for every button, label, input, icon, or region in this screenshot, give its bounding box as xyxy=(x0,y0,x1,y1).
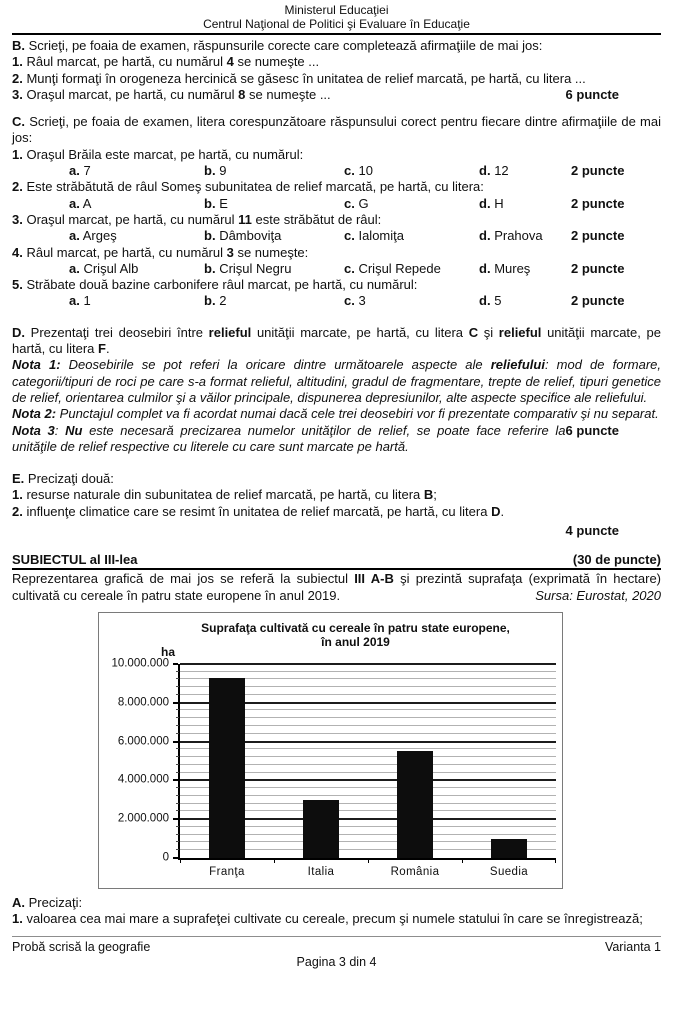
y-axis-unit-label: ha xyxy=(161,644,176,659)
points-badge: 2 puncte xyxy=(571,228,625,244)
y-axis-minor-tick xyxy=(176,772,179,773)
section-c xyxy=(12,114,661,310)
chart-bar xyxy=(209,678,245,858)
section-c-label: C. xyxy=(12,114,25,130)
section-b-points: 6 puncte xyxy=(565,86,619,102)
section-c-options-4: a. Crişul Alb b. Crişul Negru c. Crişul Repede d. Mureş 2 puncte xyxy=(12,261,661,277)
y-axis-minor-tick xyxy=(176,841,179,842)
footer-variant: Varianta 1 xyxy=(604,939,661,954)
center-title: Centrul Naţional de Politici şi Evaluare în Educaţie xyxy=(203,16,470,31)
section-d xyxy=(12,325,661,455)
section-e-item-1: 1. resurse naturale din subunitatea de relief marcată, pe hartă, cu litera B; xyxy=(12,487,437,503)
y-axis-minor-tick xyxy=(176,686,179,687)
section-d-nota-1: Nota 1: Deosebirile se pot referi la oricare dintre următoarele aspecte ale reliefului: mod de formare, categorii/tipuri de roci pe care s-a format relieful, altitudini, gradul de fragmentare, trepte de relief, tipuri genetice de relief, orientarea culmilor şi a văilor principale, dispunerea depresiunilor, alte aspecte specifice ale reliefului. xyxy=(12,357,662,405)
points-badge: 2 puncte xyxy=(571,293,625,309)
x-axis-tick xyxy=(274,858,275,863)
section-e-points: 4 puncte xyxy=(565,523,619,539)
section-e-item-2: 2. influenţe climatice care se resimt în unitatea de relief marcată, pe hartă, cu litera D. xyxy=(12,503,505,519)
footer-exam-type: Probă scrisă la geografie xyxy=(12,939,151,954)
section-c-intro: C. Scrieţi, pe foaia de examen, litera corespunzătoare răspunsului corect pentru fiecare dintre afirmaţiile de mai jos: xyxy=(12,114,661,146)
minor-gridline xyxy=(180,671,556,672)
points-badge: 2 puncte xyxy=(571,163,625,179)
section-d-statement: D. Prezentaţi trei deosebiri între relieful unităţii marcate, pe hartă, cu litera C şi relieful unităţii marcate, pe hartă, cu litera F. xyxy=(12,324,662,357)
section-d-nota-2: Nota 2: Punctajul complet va fi acordat numai dacă cele trei deosebiri vor fi prezentate comparativ şi nu separat. xyxy=(12,406,659,422)
document-header xyxy=(12,0,661,35)
subject-3-heading xyxy=(12,552,661,570)
y-axis-major-tick xyxy=(173,663,178,665)
x-axis-tick xyxy=(462,858,463,863)
section-c-options-5: a. 1 b. 2 c. 3 d. 5 2 puncte xyxy=(12,293,661,309)
y-tick-label: 6.000.000 xyxy=(117,735,169,748)
y-axis-labels xyxy=(99,657,169,864)
section-a-label: A. xyxy=(12,894,25,910)
chart-bar xyxy=(303,800,339,858)
section-c-item-4: 4. Râul marcat, pe hartă, cu numărul 3 se numeşte: xyxy=(12,244,309,260)
y-axis-minor-tick xyxy=(176,803,179,804)
page-footer xyxy=(12,936,661,970)
section-c-options-2: a. A b. E c. G d. H 2 puncte xyxy=(12,196,661,212)
y-axis-minor-tick xyxy=(176,849,179,850)
chart-title: Suprafaţa cultivată cu cereale în patru state europene, în anul 2019 xyxy=(201,620,510,649)
y-axis-major-tick xyxy=(173,818,178,820)
section-d-label: D. xyxy=(12,324,25,340)
chart-bar xyxy=(397,751,433,858)
y-axis-minor-tick xyxy=(176,810,179,811)
y-tick-label: 10.000.000 xyxy=(111,657,169,670)
section-c-options-1: a. 7 b. 9 c. 10 d. 12 2 puncte xyxy=(12,163,661,179)
x-axis-tick xyxy=(180,858,181,863)
section-e-label: E. xyxy=(12,471,25,487)
section-e-intro: E. Precizaţi două: xyxy=(12,471,114,487)
y-axis-major-tick xyxy=(173,702,178,704)
section-b-item-2: 2. Munţi formaţi în orogeneza hercinică se găsesc în unitatea de relief marcată, pe hartă, cu litera ... xyxy=(12,70,586,86)
section-c-options-3: a. Argeş b. Dâmboviţa c. Ialomiţa d. Prahova 2 puncte xyxy=(12,228,661,244)
section-c-item-2: 2. Este străbătută de râul Someş subunitatea de relief marcată, pe hartă, cu litera: xyxy=(12,179,484,195)
section-c-item-1: 1. Oraşul Brăila este marcat, pe hartă, cu numărul: xyxy=(12,146,304,162)
points-badge: 2 puncte xyxy=(571,260,625,276)
x-tick-label: Suedia xyxy=(489,865,529,878)
section-b-label: B. xyxy=(12,38,25,53)
y-axis-minor-tick xyxy=(176,748,179,749)
bar-chart xyxy=(98,612,563,889)
x-tick-label: Italia xyxy=(307,865,335,878)
section-e xyxy=(12,471,661,539)
x-axis-tick xyxy=(368,858,369,863)
x-tick-label: Franţa xyxy=(209,865,245,878)
y-axis-minor-tick xyxy=(176,826,179,827)
subject-3-points: (30 de puncte) xyxy=(572,552,661,568)
y-axis-minor-tick xyxy=(176,709,179,710)
section-b xyxy=(12,38,661,103)
y-axis-minor-tick xyxy=(176,787,179,788)
x-tick-label: România xyxy=(390,865,440,878)
y-tick-label: 4.000.000 xyxy=(117,773,169,786)
y-axis-minor-tick xyxy=(176,834,179,835)
y-tick-label: 2.000.000 xyxy=(117,812,169,825)
section-a xyxy=(12,895,661,928)
section-a-intro: A. Precizaţi: xyxy=(12,894,83,910)
section-b-item-1: 1. Râul marcat, pe hartă, cu numărul 4 se numeşte ... xyxy=(12,54,320,70)
y-axis-minor-tick xyxy=(176,795,179,796)
section-d-points: 6 puncte xyxy=(565,422,619,438)
y-axis-major-tick xyxy=(173,857,178,859)
y-axis-minor-tick xyxy=(176,725,179,726)
source-note: Sursa: Eurostat, 2020 xyxy=(535,587,661,603)
y-axis-minor-tick xyxy=(176,733,179,734)
major-gridline xyxy=(180,663,556,665)
y-axis-major-tick xyxy=(173,741,178,743)
y-axis-major-tick xyxy=(173,779,178,781)
y-tick-label: 0 xyxy=(162,851,169,864)
y-axis-minor-tick xyxy=(176,717,179,718)
ministry-title: Ministerul Educaţiei xyxy=(284,3,389,17)
points-badge: 2 puncte xyxy=(571,195,625,211)
subject-3-title: SUBIECTUL al III-lea xyxy=(12,552,138,568)
y-axis-minor-tick xyxy=(176,764,179,765)
y-axis-minor-tick xyxy=(176,694,179,695)
y-axis-minor-tick xyxy=(176,678,179,679)
section-c-item-5: 5. Străbate două bazine carbonifere râul marcat, pe hartă, cu numărul: xyxy=(12,277,418,293)
chart-plot xyxy=(178,664,556,878)
x-axis-tick xyxy=(555,858,556,863)
subject-3-paragraph: Reprezentarea grafică de mai jos se referă la subiectul III A-B şi prezintă suprafaţa (exprimată în hectare) cultivată cu cereale în patru state europene în anul 2019. Sursa: Eurostat, 2020 xyxy=(12,571,661,603)
y-axis-minor-tick xyxy=(176,756,179,757)
y-tick-label: 8.000.000 xyxy=(117,696,169,709)
y-axis-minor-tick xyxy=(176,671,179,672)
section-b-item-3: 6 puncte 3. Oraşul marcat, pe hartă, cu numărul 8 se numeşte ... xyxy=(12,86,619,102)
chart-bar xyxy=(491,839,527,858)
section-a-item-1: 1. valoarea cea mai mare a suprafeţei cultivate cu cereale, precum şi numele statului în care se înregistrează; xyxy=(12,911,643,927)
section-b-intro: B. Scrieţi, pe foaia de examen, răspunsurile corecte care completează afirmaţiile de mai jos: xyxy=(12,38,543,53)
section-d-nota-3: 6 puncte Nota 3: Nu este necesară precizarea numelor unităţilor de relief, se poate face referire la unităţile de relief respective cu literele cu care sunt marcate pe hartă. xyxy=(12,422,619,454)
section-c-item-3: 3. Oraşul marcat, pe hartă, cu numărul 11 este străbătut de râul: xyxy=(12,211,382,227)
footer-page-number: Pagina 3 din 4 xyxy=(296,954,377,969)
